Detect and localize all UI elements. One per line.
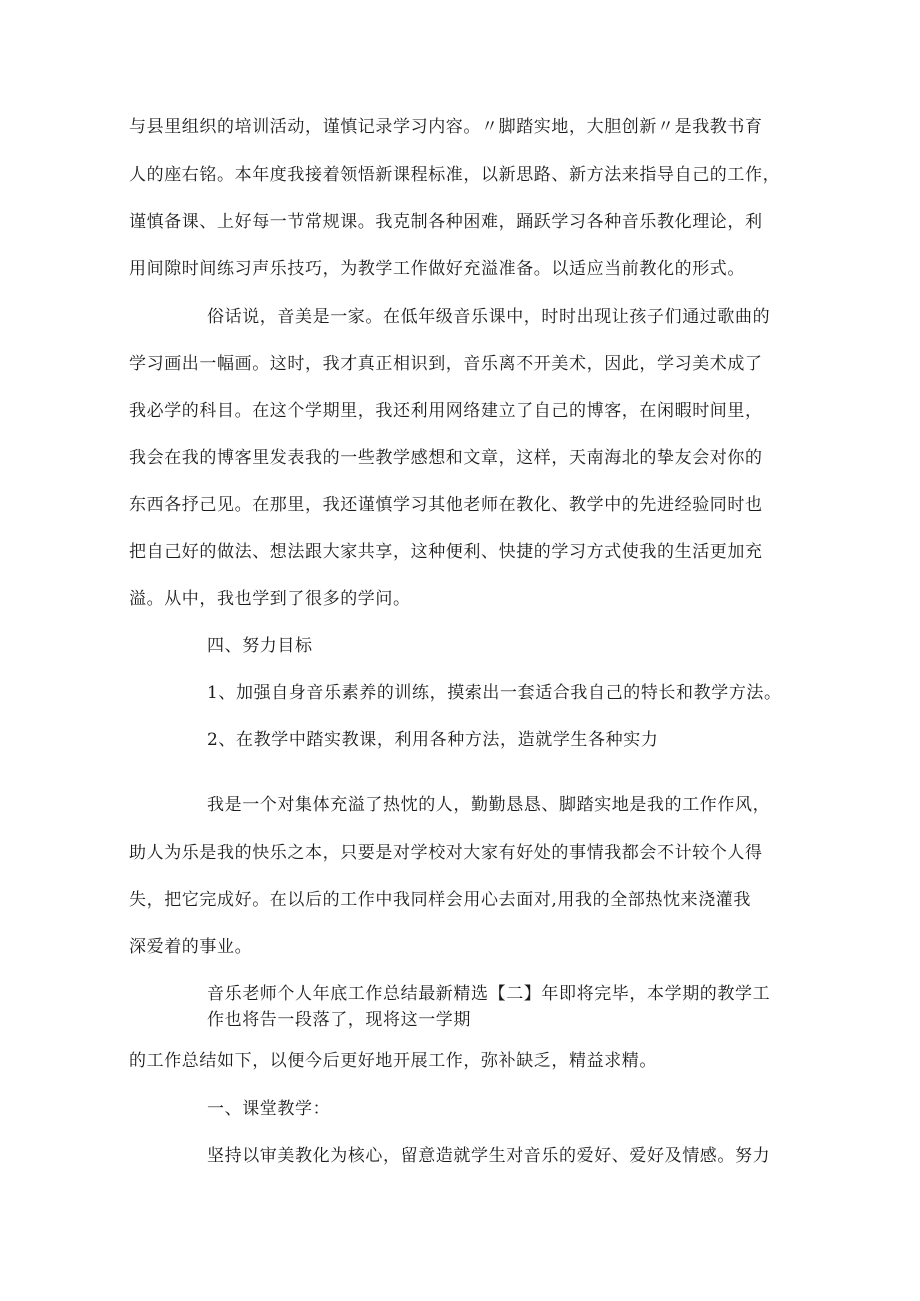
goal-1: 1、加强自身音乐素养的训练，摸索出一套适合我自己的特长和教学方法。 bbox=[207, 683, 782, 703]
paragraph-2-line-5: 东西各抒己见。在那里，我还谨慎学习其他老师在教化、教学中的先进经验同时也 bbox=[129, 495, 763, 515]
paragraph-3-line-1: 我是一个对集体充溢了热忱的人，勤勤恳恳、脚踏实地是我的工作作风， bbox=[207, 795, 771, 815]
paragraph-4-line-2: 作也将告一段落了，现将这一学期 bbox=[207, 1010, 471, 1030]
paragraph-2-line-7: 溢。从中，我也学到了很多的学问。 bbox=[129, 589, 411, 609]
paragraph-2-line-3: 我必学的科目。在这个学期里，我还利用网络建立了自己的博客，在闲暇时间里， bbox=[129, 401, 763, 421]
paragraph-2-line-4: 我会在我的博客里发表我的一些教学感想和文章，这样，天南海北的挚友会对你的 bbox=[129, 448, 763, 468]
paragraph-2-line-6: 把自己好的做法、想法跟大家共享，这种便利、快捷的学习方式使我的生活更加充 bbox=[129, 542, 763, 562]
paragraph-1-line-3: 谨慎备课、上好每一节常规课。我克制各种困难，踊跃学习各种音乐教化理论，利 bbox=[129, 212, 763, 232]
paragraph-1-line-4: 用间隙时间练习声乐技巧，为教学工作做好充溢准备。以适应当前教化的形式。 bbox=[129, 259, 745, 279]
paragraph-3-line-2: 助人为乐是我的快乐之本，只要是对学校对大家有好处的事情我都会不计较个人得 bbox=[129, 843, 763, 863]
paragraph-3-line-3: 失，把它完成好。在以后的工作中我同样会用心去面对,用我的全部热忱来浇灌我 bbox=[129, 890, 752, 910]
paragraph-2-line-2: 学习画出一幅画。这时，我才真正相识到，音乐离不开美术，因此，学习美术成了 bbox=[129, 354, 763, 374]
paragraph-3-line-4: 深爱着的事业。 bbox=[129, 937, 253, 957]
goal-2: 2、在教学中踏实教课，利用各种方法，造就学生各种实力 bbox=[207, 730, 659, 750]
paragraph-5-line-1: 坚持以审美教化为核心，留意造就学生对音乐的爱好、爱好及情感。努力 bbox=[207, 1146, 771, 1166]
paragraph-4-line-1: 音乐老师个人年底工作总结最新精选【二】年即将完毕，本学期的教学工 bbox=[207, 984, 771, 1004]
paragraph-2-line-1: 俗话说，音美是一家。在低年级音乐课中，时时出现让孩子们通过歌曲的 bbox=[207, 307, 771, 327]
paragraph-4-line-3: 的工作总结如下，以便今后更好地开展工作，弥补缺乏，精益求精。 bbox=[129, 1051, 657, 1071]
section-1-heading: 一、课堂教学： bbox=[207, 1099, 331, 1119]
paragraph-1-line-1: 与县里组织的培训活动，谨慎记录学习内容。〃脚踏实地，大胆创新〃是我教书育 bbox=[129, 117, 763, 137]
paragraph-1-line-2: 人的座右铭。本年度我接着领悟新课程标准，以新思路、新方法来指导自己的工作， bbox=[129, 165, 781, 185]
section-4-heading: 四、努力目标 bbox=[207, 636, 313, 656]
